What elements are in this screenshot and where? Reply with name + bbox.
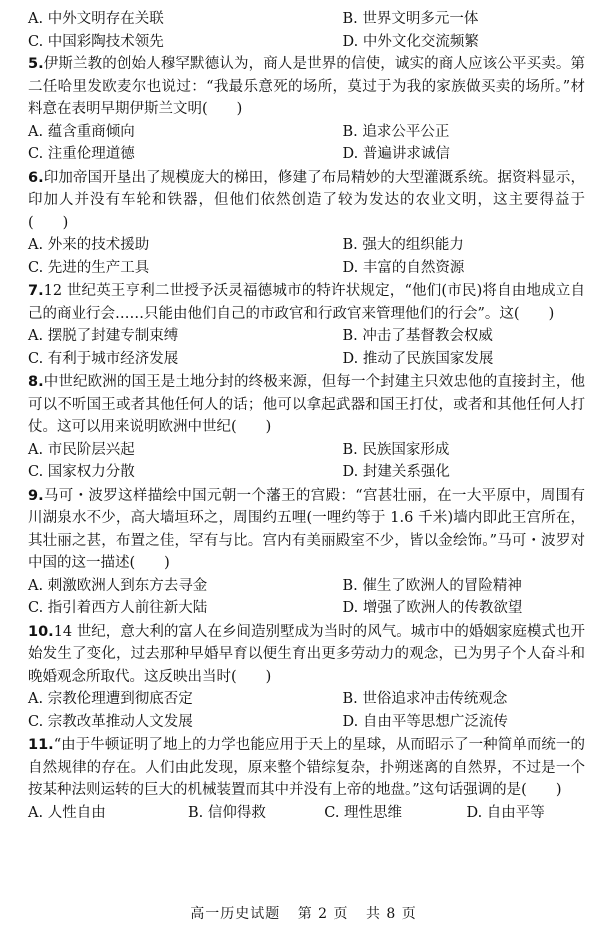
question-text: 马可・波罗这样描绘中国元朝一个藩王的宫殿：“宫甚壮丽，在一大平原中，周围有川湖泉水不少，高大墙垣环之，周围约五哩(一哩约等于 1.6 千米)墙内即此王宫所在，其壮丽之甚，布置之佳，罕有与比。宫内有美丽殿室不少，皆以金绘饰。”马可・波罗对中国的这一描述( ) [28, 487, 585, 571]
option-d[interactable]: D. 增强了欧洲人的传教欲望 [342, 600, 523, 616]
option-b[interactable]: B. 信仰得救 [187, 804, 266, 821]
question-stem [28, 734, 585, 802]
question-text: 伊斯兰教的创始人穆罕默德认为，商人是世界的信使，诚实的商人应该公平买卖。第二任哈里发欧麦尔也说过：“我最乐意死的场所，莫过于为我的家族做买卖的场所。”材料意在表明早期伊斯兰文明( ) [28, 56, 585, 117]
option-c[interactable]: C. 有利于城市经济发展 [28, 350, 179, 367]
option-a[interactable]: A. 外来的技术援助 [28, 237, 150, 253]
option-b[interactable]: B. 强大的组织能力 [342, 237, 464, 253]
question-7 [28, 280, 585, 370]
question-text: 14 世纪，意大利的富人在乡间造别墅成为当时的风气。城市中的婚姻家庭模式也开始发生了变化，过去那种早婚早育以便生育出更多劳动力的观念，已为男子个人奋斗和晚婚观念所取代。这反映出当时( ) [28, 623, 585, 685]
option-c[interactable]: C. 理性思维 [324, 804, 403, 821]
question-options [28, 439, 585, 484]
question-11 [28, 734, 585, 824]
question-stem [28, 485, 585, 575]
option-a[interactable]: A. 刺激欧洲人到东方去寻金 [28, 577, 208, 594]
question-text: 12 世纪英王亨利二世授予沃灵福德城市的特许状规定，“他们(市民)将自由地成立自己的商业行会……只能由他们自己的市政官和行政官来管理他们的行会”。这( ) [28, 283, 585, 322]
question-text: “由于牛顿证明了地上的力学也能应用于天上的星球，从而昭示了一种简单而统一的自然规律的存在。人们由此发现，原来整个错综复杂，扑朔迷离的自然界，不过是一个按某种法则运转的巨大的机械装置而其中并没有上帝的地盘。”这句话强调的是( ) [28, 737, 585, 798]
option-c[interactable]: C. 先进的生产工具 [28, 259, 150, 276]
option-b[interactable]: B. 追求公平公正 [342, 123, 450, 140]
option-b[interactable]: B. 世俗追求冲击传统观念 [342, 691, 508, 707]
question-stem [28, 621, 585, 689]
question-options [28, 688, 585, 733]
question-text: 印加帝国开垦出了规模庞大的梯田，修建了布局精妙的大型灌溉系统。据资料显示，印加人并没有车轮和铁器，但他们依然创造了较为发达的农业文明，这主要得益于( ) [28, 169, 585, 231]
option-a[interactable]: A. 市民阶层兴起 [28, 441, 135, 458]
option-d[interactable]: D. 自由平等 [466, 804, 545, 821]
question-stem [28, 167, 585, 235]
option-d[interactable]: D. 中外文化交流频繁 [342, 33, 479, 50]
option-d[interactable]: D. 自由平等思想广泛流传 [342, 713, 508, 730]
option-b[interactable]: B. 冲击了基督教会权威 [342, 328, 493, 344]
question-10 [28, 621, 585, 734]
question-options [28, 121, 585, 166]
option-b[interactable]: B. 民族国家形成 [342, 441, 450, 458]
option-c[interactable]: C. 宗教改革推动人文发展 [28, 713, 193, 730]
option-c[interactable]: C. 注重伦理道德 [28, 146, 135, 162]
option-c[interactable]: C. 指引着西方人前往新大陆 [28, 600, 208, 616]
option-a[interactable]: A. 人性自由 [28, 804, 106, 821]
question-number: 9. [28, 487, 44, 504]
question-number: 8. [28, 374, 44, 390]
question-8 [28, 371, 585, 484]
question-options [28, 575, 585, 620]
prev-question-options [28, 8, 585, 53]
footer-title: 高一历史试题 [190, 906, 281, 922]
question-stem [28, 371, 585, 439]
footer-page-total: 共 8 页 [365, 906, 417, 922]
option-c[interactable]: C. 国家权力分散 [28, 464, 135, 480]
option-b[interactable]: B. 世界文明多元一体 [342, 11, 479, 27]
question-stem [28, 280, 585, 325]
question-number: 7. [28, 283, 44, 299]
question-number: 11. [28, 737, 54, 753]
question-6 [28, 167, 585, 280]
option-a[interactable]: A. 摆脱了封建专制束缚 [28, 328, 179, 344]
option-a[interactable]: A. 中外文明存在关联 [28, 11, 164, 27]
question-stem [28, 53, 585, 121]
page-footer [0, 903, 607, 923]
option-d[interactable]: D. 丰富的自然资源 [342, 259, 465, 276]
question-options [28, 325, 585, 370]
question-options [28, 234, 585, 279]
option-c[interactable]: C. 中国彩陶技术领先 [28, 33, 164, 50]
option-a[interactable]: A. 宗教伦理遭到彻底否定 [28, 691, 193, 707]
question-number: 10. [28, 623, 54, 640]
option-d[interactable]: D. 普遍讲求诚信 [342, 146, 450, 162]
question-options [28, 802, 585, 825]
option-b[interactable]: B. 催生了欧洲人的冒险精神 [342, 577, 522, 594]
question-number: 5. [28, 56, 44, 72]
option-a[interactable]: A. 蕴含重商倾向 [28, 123, 135, 140]
option-d[interactable]: D. 推动了民族国家发展 [342, 350, 494, 367]
option-d[interactable]: D. 封建关系强化 [342, 464, 450, 480]
question-number: 6. [28, 169, 44, 186]
question-9 [28, 485, 585, 620]
question-text: 中世纪欧洲的国王是土地分封的终极来源，但每一个封建主只效忠他的直接封主，他可以不听国王或者其他任何人的话；他可以拿起武器和国王打仗，或者和其他任何人打仗。这可以用来说明欧洲中世纪( ) [28, 374, 585, 435]
footer-page-number: 第 2 页 [297, 906, 349, 922]
question-5 [28, 53, 585, 166]
